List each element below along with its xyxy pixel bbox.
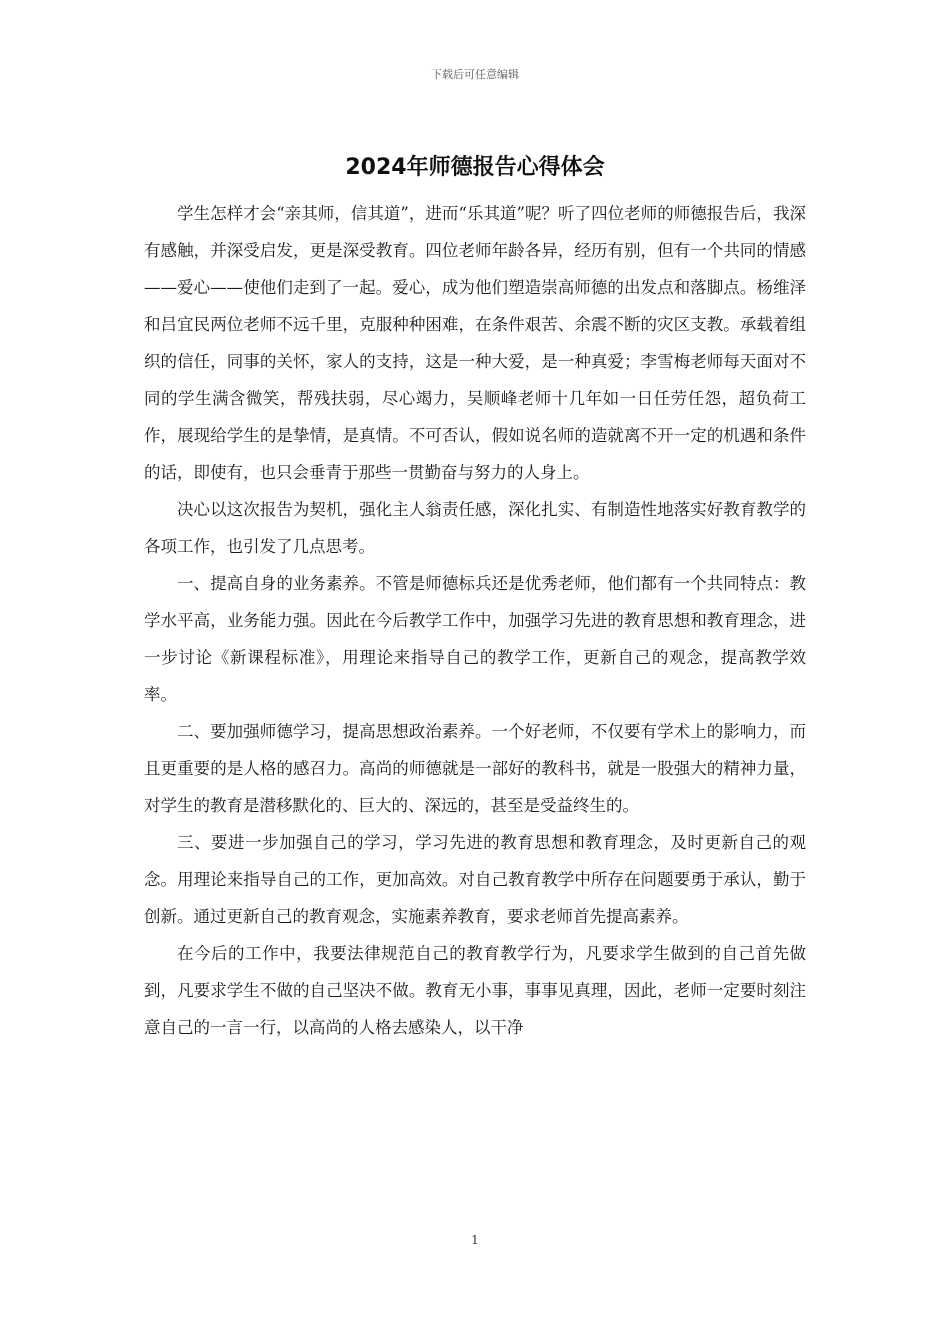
paragraph-point-three: 三、要进一步加强自己的学习，学习先进的教育思想和教育理念，及时更新自己的观念。用理论来指导自己的工作，更加高效。对自己教育教学中所存在问题要勇于承认，勤于创新。通过更新自己的教育观念，实施素养教育，要求老师首先提高素养。 xyxy=(144,833,806,926)
paragraph-point-two: 二、要加强师德学习，提高思想政治素养。一个好老师，不仅要有学术上的影响力，而且更重要的是人格的感召力。高尚的师德就是一部好的教科书，就是一股强大的精神力量，对学生的教育是潜移默化的、巨大的、深远的，甚至是受益终生的。 xyxy=(144,722,806,815)
paragraph-future-work: 在今后的工作中，我要法律规范自己的教育教学行为，凡要求学生做到的自己首先做到，凡要求学生不做的自己坚决不做。教育无小事，事事见真理，因此，老师一定要时刻注意自己的一言一行，以高尚的人格去感染人，以干净 xyxy=(144,944,806,1037)
paragraph-resolution: 决心以这次报告为契机，强化主人翁责任感，深化扎实、有制造性地落实好教育教学的各项工作，也引发了几点思考。 xyxy=(144,500,806,556)
header-note: 下载后可任意编辑 xyxy=(431,68,519,81)
paragraph-intro: 学生怎样才会“亲其师，信其道”，进而“乐其道”呢？听了四位老师的师德报告后，我深有感触，并深受启发，更是深受教育。四位老师年龄各异，经历有别，但有一个共同的情感——爱心——使他们走到了一起。爱心，成为他们塑造崇高师德的出发点和落脚点。杨维泽和吕宜民两位老师不远千里，克服种种困难，在条件艰苦、余震不断的灾区支教。承载着组织的信任，同事的关怀，家人的支持，这是一种大爱，是一种真爱；李雪梅老师每天面对不同的学生满含微笑，帮残扶弱，尽心竭力，吴顺峰老师十几年如一日任劳任怨，超负荷工作，展现给学生的是挚情，是真情。不可否认，假如说名师的造就离不开一定的机遇和条件的话，即使有，也只会垂青于那些一贯勤奋与努力的人身上。 xyxy=(144,204,806,482)
document-title: 2024年师德报告心得体会 xyxy=(345,155,605,180)
document-body xyxy=(144,195,806,1046)
paragraph-point-one: 一、提高自身的业务素养。不管是师德标兵还是优秀老师，他们都有一个共同特点：教学水平高，业务能力强。因此在今后教学工作中，加强学习先进的教育思想和教育理念，进一步讨论《新课程标准》，用理论来指导自己的教学工作，更新自己的观念，提高教学效率。 xyxy=(144,574,806,704)
page-number: 1 xyxy=(471,1233,479,1247)
